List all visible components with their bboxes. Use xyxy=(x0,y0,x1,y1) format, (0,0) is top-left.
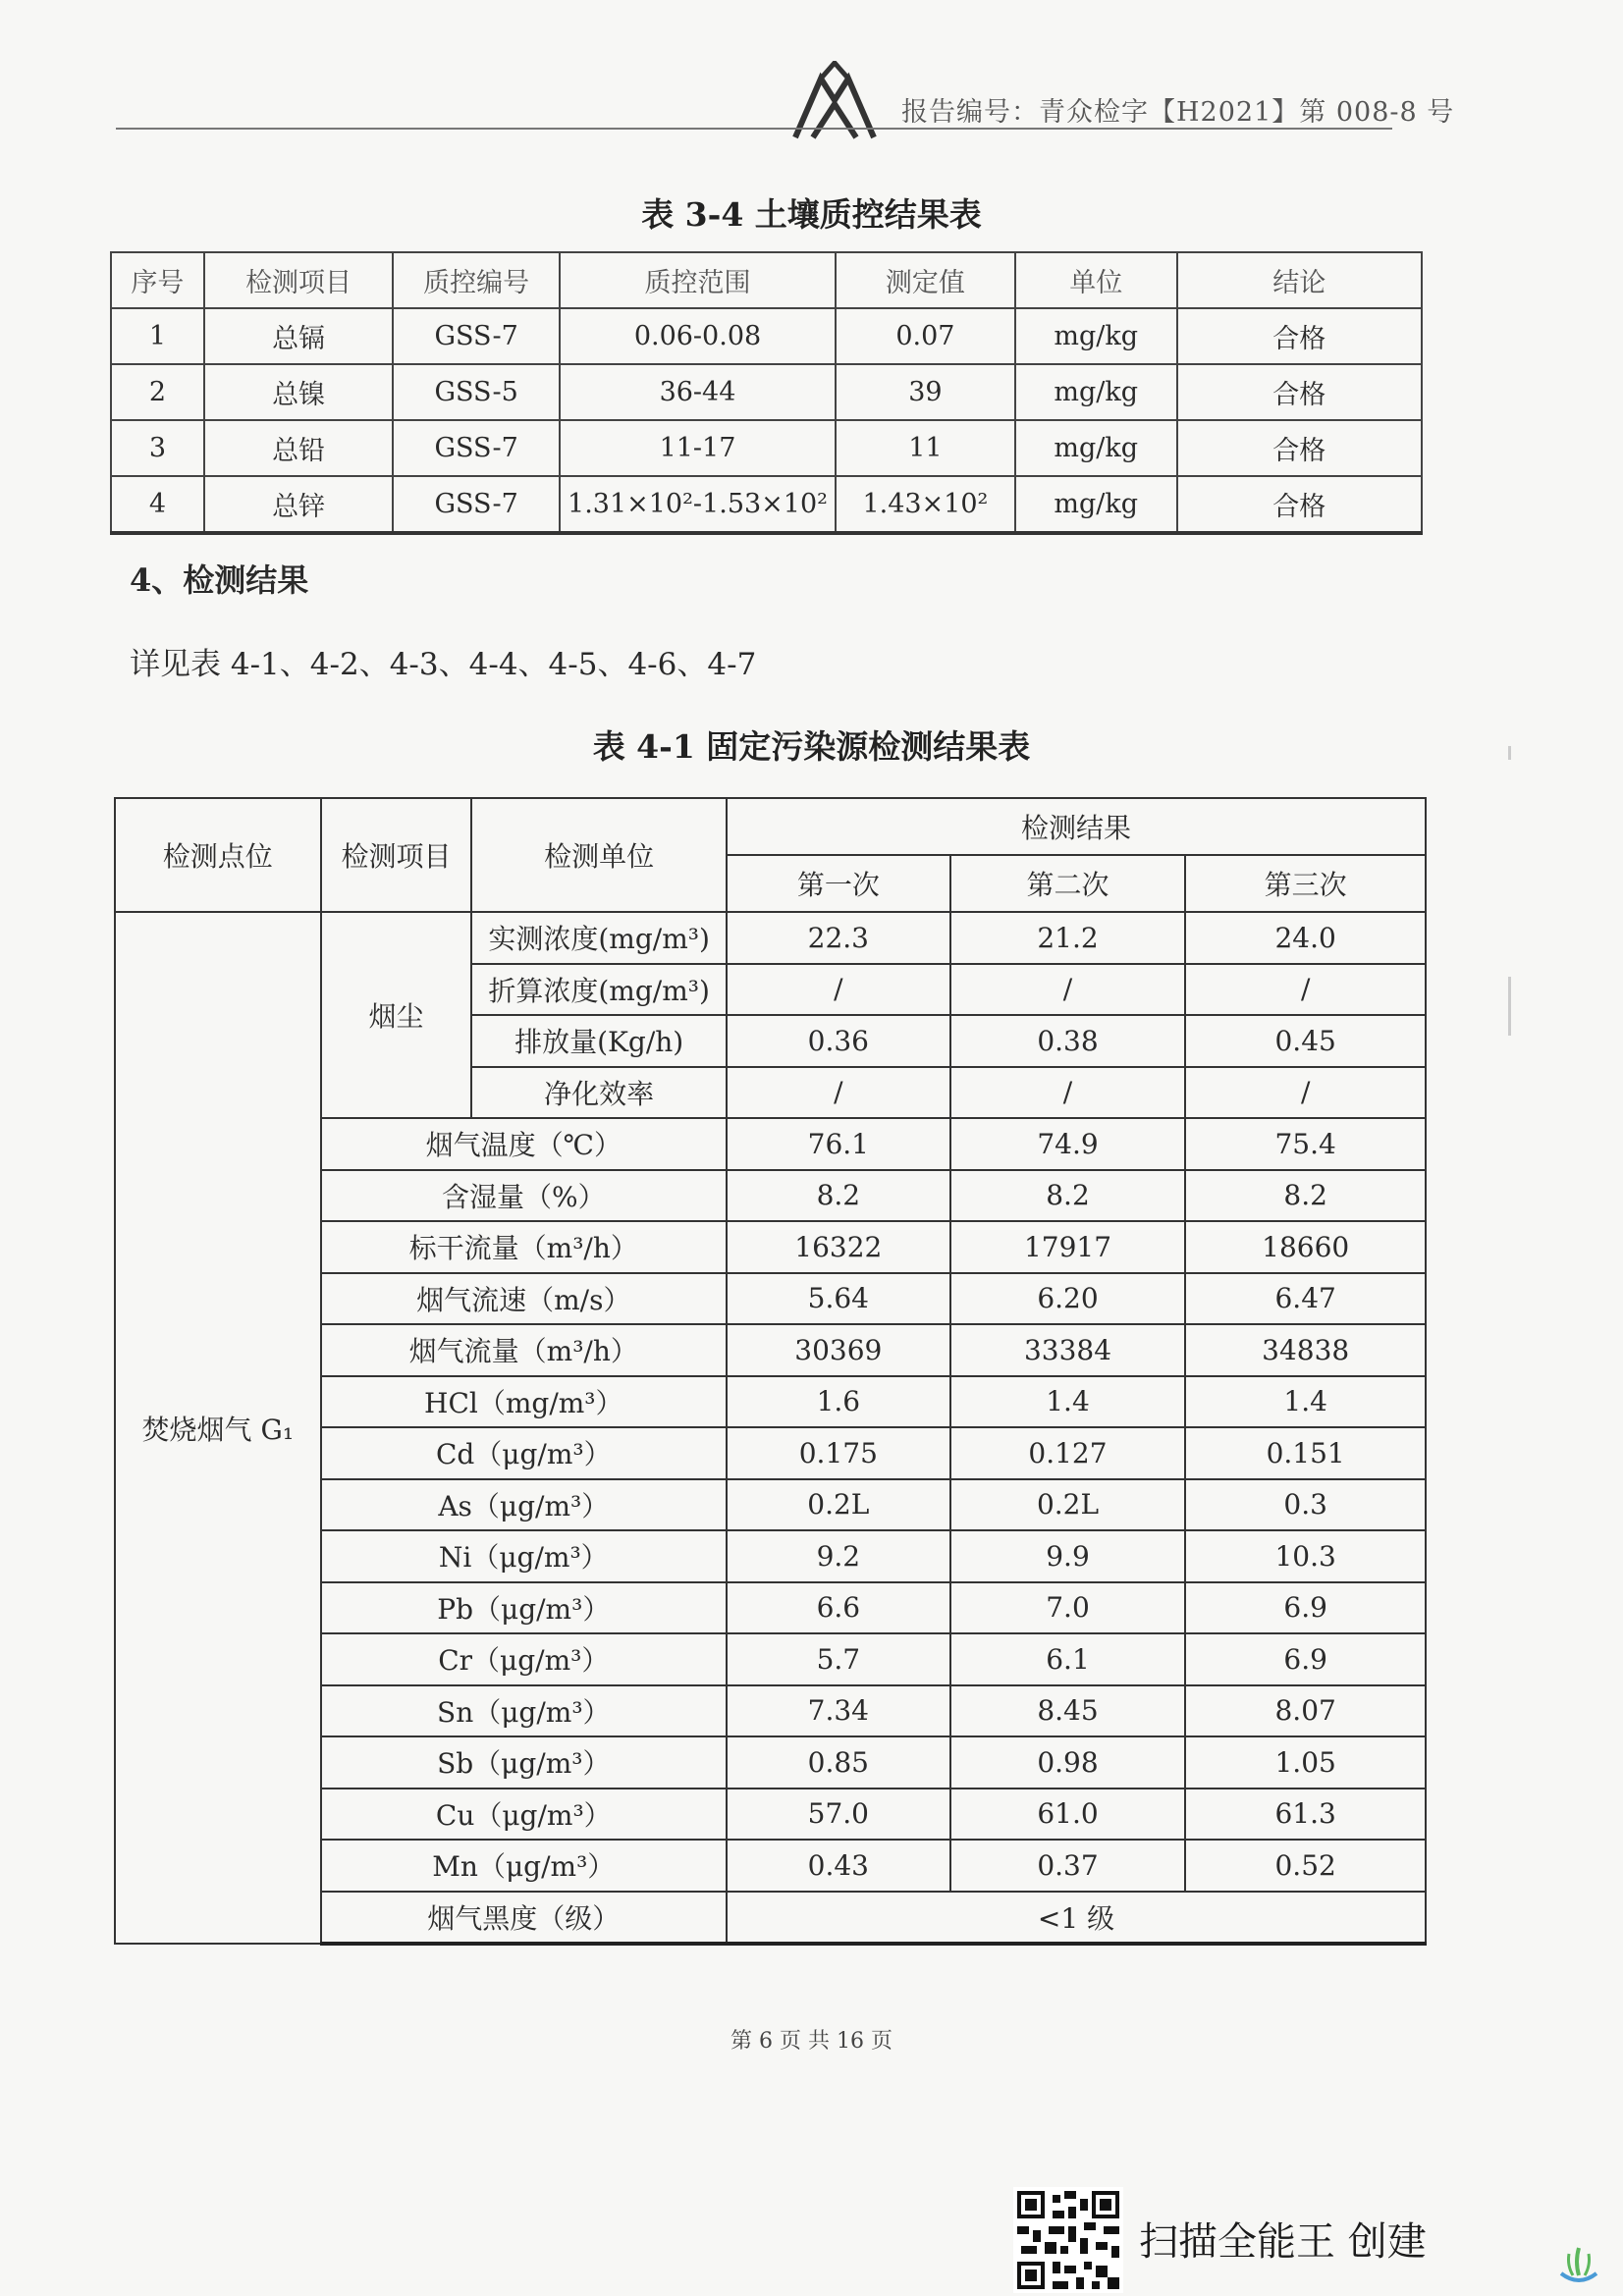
table-cell: 9.2 xyxy=(727,1530,950,1582)
table-cell: Cd（μg/m³） xyxy=(321,1427,727,1479)
table-cell: 净化效率 xyxy=(471,1067,727,1119)
table-cell: 1.43×10² xyxy=(836,476,1015,533)
scan-artifact xyxy=(1508,746,1511,760)
table-cell: 22.3 xyxy=(727,912,950,964)
table-cell: 33384 xyxy=(950,1324,1186,1376)
table-cell: 0.37 xyxy=(950,1840,1186,1892)
column-header: 第二次 xyxy=(950,855,1186,912)
table-cell: As（μg/m³） xyxy=(321,1479,727,1531)
section-text: 详见表 4-1、4-2、4-3、4-4、4-5、4-6、4-7 xyxy=(130,647,757,682)
qr-code-icon xyxy=(1013,2187,1123,2293)
table-cell: 9.9 xyxy=(950,1530,1186,1582)
table-cell: GSS-7 xyxy=(393,476,560,533)
table-cell: Cr（μg/m³） xyxy=(321,1633,727,1685)
table-cell: 烟气流量（m³/h） xyxy=(321,1324,727,1376)
table-cell: 烟气流速（m/s） xyxy=(321,1273,727,1325)
scan-artifact xyxy=(1508,977,1511,1036)
table-cell: 0.3 xyxy=(1185,1479,1426,1531)
table-cell: 2 xyxy=(111,364,204,420)
table-cell: 7.34 xyxy=(727,1685,950,1737)
table-cell: 0.2L xyxy=(727,1479,950,1531)
table-cell: 36-44 xyxy=(560,364,836,420)
table-cell: 6.9 xyxy=(1185,1633,1426,1685)
table-cell: 6.20 xyxy=(950,1273,1186,1325)
table-cell: GSS-7 xyxy=(393,308,560,364)
table-header-row xyxy=(111,252,1422,308)
table-row xyxy=(111,364,1422,420)
table-cell: 8.07 xyxy=(1185,1685,1426,1737)
table-cell: 17917 xyxy=(950,1221,1186,1273)
column-header: 测定值 xyxy=(836,252,1015,308)
table-cell: 1.4 xyxy=(950,1376,1186,1428)
table-cell: mg/kg xyxy=(1015,476,1177,533)
table-cell: 总镉 xyxy=(204,308,394,364)
table-cell: 39 xyxy=(836,364,1015,420)
table-cell: 24.0 xyxy=(1185,912,1426,964)
table-cell: 6.9 xyxy=(1185,1582,1426,1634)
column-header: 第三次 xyxy=(1185,855,1426,912)
table-cell: 0.06-0.08 xyxy=(560,308,836,364)
table-cell: 11 xyxy=(836,420,1015,476)
table-cell: mg/kg xyxy=(1015,308,1177,364)
blackness-label: 烟气黑度（级） xyxy=(321,1892,727,1945)
table-cell: 0.38 xyxy=(950,1015,1186,1067)
table-cell: 0.36 xyxy=(727,1015,950,1067)
table-cell: 5.7 xyxy=(727,1633,950,1685)
table-cell: 合格 xyxy=(1177,476,1422,533)
stationary-source-table xyxy=(114,797,1427,1946)
column-header: 结论 xyxy=(1177,252,1422,308)
table-cell: 0.52 xyxy=(1185,1840,1426,1892)
table-cell: 6.47 xyxy=(1185,1273,1426,1325)
table-cell: 总锌 xyxy=(204,476,394,533)
table-cell: 0.07 xyxy=(836,308,1015,364)
table-cell: 21.2 xyxy=(950,912,1186,964)
table-cell: GSS-5 xyxy=(393,364,560,420)
table-cell: 4 xyxy=(111,476,204,533)
table-cell: 7.0 xyxy=(950,1582,1186,1634)
table-cell: Cu（μg/m³） xyxy=(321,1789,727,1841)
table-cell: / xyxy=(1185,1067,1426,1119)
table-cell: 8.45 xyxy=(950,1685,1186,1737)
table-cell: 61.0 xyxy=(950,1789,1186,1841)
table-cell: 16322 xyxy=(727,1221,950,1273)
table-cell: 6.1 xyxy=(950,1633,1186,1685)
table-cell: 74.9 xyxy=(950,1118,1186,1170)
table-cell: 0.85 xyxy=(727,1736,950,1789)
column-header: 单位 xyxy=(1015,252,1177,308)
table-cell: 总铅 xyxy=(204,420,394,476)
table-cell: Sb（μg/m³） xyxy=(321,1736,727,1789)
column-header: 第一次 xyxy=(727,855,950,912)
table-cell: 8.2 xyxy=(727,1170,950,1222)
column-header: 质控范围 xyxy=(560,252,836,308)
table-3-4-title: 表 3-4 土壤质控结果表 xyxy=(641,195,982,234)
table-cell: 0.127 xyxy=(950,1427,1186,1479)
header-divider xyxy=(116,128,1392,130)
table-cell: 61.3 xyxy=(1185,1789,1426,1841)
table-cell: 实测浓度(mg/m³) xyxy=(471,912,727,964)
table-cell: 0.43 xyxy=(727,1840,950,1892)
table-cell: mg/kg xyxy=(1015,364,1177,420)
table-cell: 总镍 xyxy=(204,364,394,420)
table-cell: GSS-7 xyxy=(393,420,560,476)
table-cell: / xyxy=(1185,964,1426,1016)
table-cell: 0.2L xyxy=(950,1479,1186,1531)
table-cell: 标干流量（m³/h） xyxy=(321,1221,727,1273)
table-cell: 合格 xyxy=(1177,308,1422,364)
table-cell: 3 xyxy=(111,420,204,476)
column-header: 检测点位 xyxy=(115,798,321,912)
table-cell: 折算浓度(mg/m³) xyxy=(471,964,727,1016)
column-header: 检测结果 xyxy=(727,798,1426,855)
table-cell: 0.151 xyxy=(1185,1427,1426,1479)
table-row xyxy=(111,308,1422,364)
table-cell: Mn（μg/m³） xyxy=(321,1840,727,1892)
table-cell: 1.05 xyxy=(1185,1736,1426,1789)
table-cell: 34838 xyxy=(1185,1324,1426,1376)
table-cell: 75.4 xyxy=(1185,1118,1426,1170)
table-cell: mg/kg xyxy=(1015,420,1177,476)
table-cell: 0.98 xyxy=(950,1736,1186,1789)
column-header: 检测单位 xyxy=(471,798,727,912)
table-cell: 0.45 xyxy=(1185,1015,1426,1067)
table-row xyxy=(111,420,1422,476)
table-row xyxy=(111,476,1422,533)
table-cell: 1.31×10²-1.53×10² xyxy=(560,476,836,533)
table-cell: 1 xyxy=(111,308,204,364)
table-cell: / xyxy=(727,964,950,1016)
monitoring-point-cell: 焚烧烟气 G₁ xyxy=(115,912,321,1944)
table-cell: 6.6 xyxy=(727,1582,950,1634)
table-cell: / xyxy=(950,964,1186,1016)
column-header: 序号 xyxy=(111,252,204,308)
table-cell: 57.0 xyxy=(727,1789,950,1841)
table-cell: 1.4 xyxy=(1185,1376,1426,1428)
table-cell: Sn（μg/m³） xyxy=(321,1685,727,1737)
blackness-value: <1 级 xyxy=(727,1892,1426,1945)
page-number: 第 6 页 共 16 页 xyxy=(730,2029,893,2054)
table-cell: 合格 xyxy=(1177,364,1422,420)
column-header: 检测项目 xyxy=(204,252,394,308)
table-cell: 合格 xyxy=(1177,420,1422,476)
table-cell: 烟气温度（℃） xyxy=(321,1118,727,1170)
scanner-app-logo-icon xyxy=(1555,2244,1602,2287)
table-cell: Ni（μg/m³） xyxy=(321,1530,727,1582)
smoke-dust-label: 烟尘 xyxy=(321,912,472,1118)
table-cell: 18660 xyxy=(1185,1221,1426,1273)
table-cell: 76.1 xyxy=(727,1118,950,1170)
table-4-1-title: 表 4-1 固定污染源检测结果表 xyxy=(592,727,1031,766)
table-cell: 1.6 xyxy=(727,1376,950,1428)
table-cell: 含湿量（%） xyxy=(321,1170,727,1222)
table-cell: Pb（μg/m³） xyxy=(321,1582,727,1634)
report-number: 报告编号：青众检字【H2021】第 008-8 号 xyxy=(901,97,1455,128)
table-cell: 10.3 xyxy=(1185,1530,1426,1582)
table-cell: 排放量(Kg/h) xyxy=(471,1015,727,1067)
table-cell: 8.2 xyxy=(950,1170,1186,1222)
table-cell: 5.64 xyxy=(727,1273,950,1325)
section-heading: 4、检测结果 xyxy=(130,561,309,599)
soil-qc-table xyxy=(110,251,1423,535)
table-cell: / xyxy=(950,1067,1186,1119)
table-cell: HCl（mg/m³） xyxy=(321,1376,727,1428)
table-cell: 0.175 xyxy=(727,1427,950,1479)
table-cell: 30369 xyxy=(727,1324,950,1376)
column-header: 质控编号 xyxy=(393,252,560,308)
column-header: 检测项目 xyxy=(321,798,472,912)
table-cell: 11-17 xyxy=(560,420,836,476)
table-row xyxy=(115,912,1426,964)
table-header-row xyxy=(115,798,1426,855)
scanner-watermark: 扫描全能王 创建 xyxy=(1139,2219,1427,2265)
table-cell: / xyxy=(727,1067,950,1119)
table-cell: 8.2 xyxy=(1185,1170,1426,1222)
